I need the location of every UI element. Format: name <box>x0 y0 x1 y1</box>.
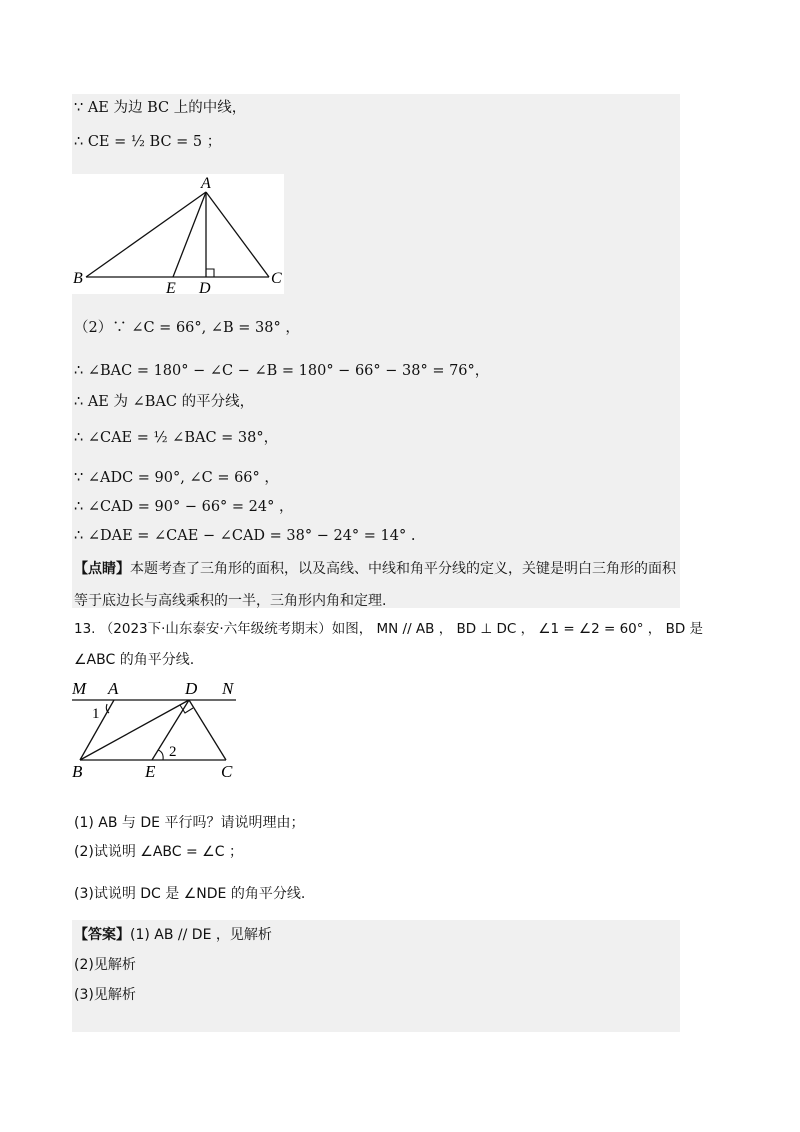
solution-line-9: ∴ ∠DAE = ∠CAE − ∠CAD = 38° − 24° = 14° . <box>74 528 416 544</box>
solution-line-6: ∴ ∠CAE = ½ ∠BAC = 38°， <box>74 430 279 446</box>
label-A: A <box>201 175 211 192</box>
question-1: (1) AB 与 DE 平行吗？请说明理由； <box>74 815 305 831</box>
label-E2: E <box>145 762 156 781</box>
answer-tag: 【答案】 <box>74 927 130 943</box>
label-M: M <box>72 679 87 698</box>
label-angle-2: 2 <box>169 744 177 760</box>
label-C: C <box>271 270 282 287</box>
label-N: N <box>222 679 234 698</box>
comment-line-2: 等于底边长与高线乘积的一半，三角形内角和定理. <box>74 593 387 609</box>
answer-line-3: (3)见解析 <box>74 987 136 1003</box>
problem-13-line-2: ∠ABC 的角平分线. <box>74 652 195 668</box>
answer-line-2: (2)见解析 <box>74 957 136 973</box>
label-B2: B <box>72 762 83 781</box>
question-2: (2)试说明 ∠ABC = ∠C ； <box>74 844 243 860</box>
solution-line-1: ∵ AE 为边 BC 上的中线， <box>74 100 247 116</box>
comment-text-1: 本题考查了三角形的面积，以及高线、中线和角平分线的定义，关键是明白三角形的面积 <box>130 561 676 577</box>
answer-line-1 <box>74 925 272 945</box>
answer-text-1: (1) AB // DE ，见解析 <box>130 927 272 943</box>
question-3: (3)试说明 DC 是 ∠NDE 的角平分线. <box>74 886 306 902</box>
solution-line-4: ∴ ∠BAC = 180° − ∠C − ∠B = 180° − 66° − 38° = 76°， <box>74 363 490 379</box>
problem-13-line-1: 13. （2023下·山东泰安·六年级统考期末）如图， MN // AB ， BD ⊥ DC ， ∠1 = ∠2 = 60° ， BD 是 <box>74 621 704 637</box>
label-angle-1: 1 <box>92 706 100 722</box>
solution-line-3: （2）∵ ∠C = 66°, ∠B = 38° ， <box>74 320 300 336</box>
label-D: D <box>199 280 211 294</box>
triangle-figure-1 <box>72 174 284 294</box>
label-D2: D <box>185 679 198 698</box>
label-E: E <box>166 280 176 294</box>
solution-line-5: ∴ AE 为 ∠BAC 的平分线， <box>74 394 255 410</box>
comment-tag: 【点睛】 <box>74 561 130 577</box>
label-A2: A <box>108 679 119 698</box>
solution-line-7: ∵ ∠ADC = 90°, ∠C = 66° ， <box>74 470 279 486</box>
comment-line-1 <box>74 559 676 579</box>
label-C2: C <box>221 762 233 781</box>
solution-line-8: ∴ ∠CAD = 90° − 66° = 24° ， <box>74 499 294 515</box>
trapezoid-figure-2 <box>72 676 252 786</box>
solution-line-2: ∴ CE = ½ BC = 5 ； <box>74 134 222 150</box>
label-B: B <box>73 270 83 287</box>
